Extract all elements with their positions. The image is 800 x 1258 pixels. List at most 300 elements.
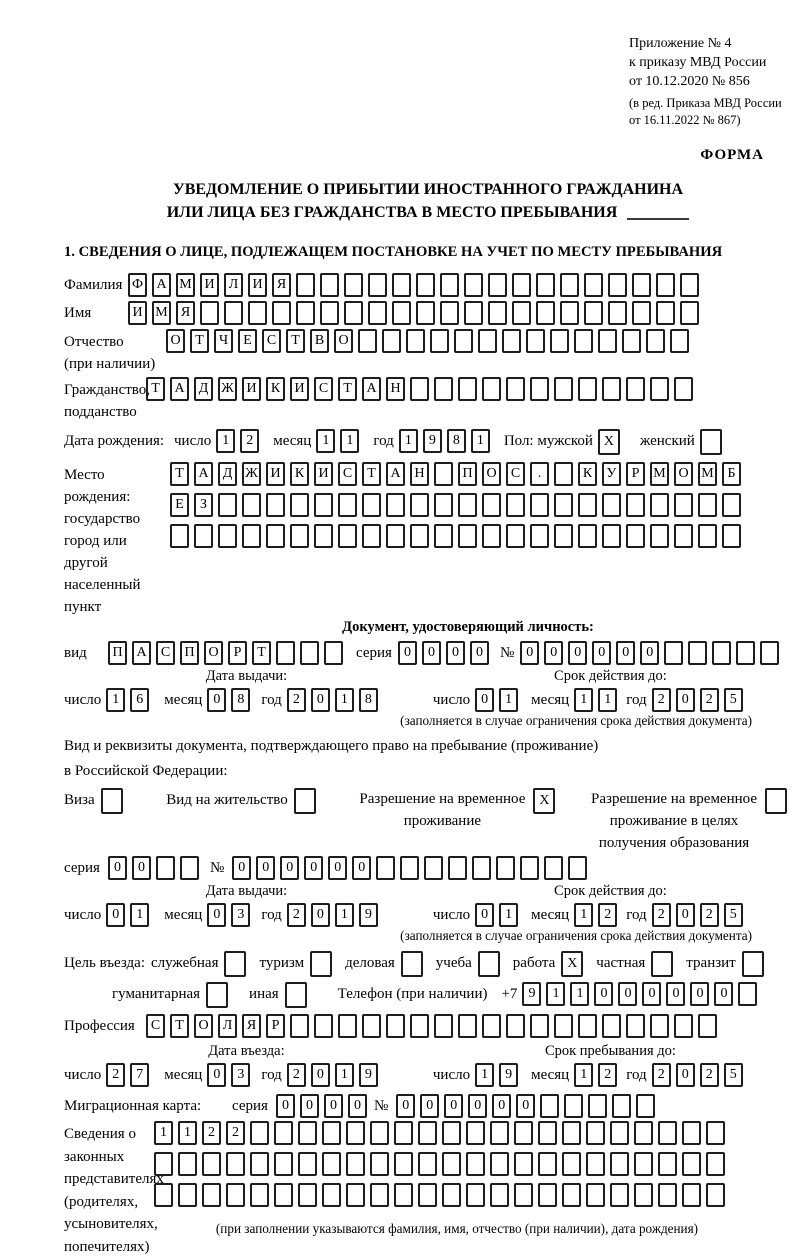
char-box[interactable]: П [180,641,199,665]
char-box[interactable]: Ж [242,462,261,486]
char-box[interactable]: Т [190,329,209,353]
char-box[interactable] [394,1183,413,1207]
char-box[interactable]: И [248,273,267,297]
char-box[interactable]: 1 [178,1121,197,1145]
char-box[interactable] [496,856,515,880]
char-box[interactable]: 2 [700,903,719,927]
char-box[interactable] [170,524,189,548]
char-box[interactable]: С [314,377,333,401]
char-box[interactable]: 1 [546,982,565,1006]
char-box[interactable] [514,1152,533,1176]
char-box[interactable]: У [602,462,621,486]
char-box[interactable]: С [338,462,357,486]
char-box[interactable]: 7 [130,1063,149,1087]
char-box[interactable]: 5 [724,903,743,927]
char-box[interactable]: 1 [216,429,235,453]
char-box[interactable]: Я [176,301,195,325]
char-box[interactable] [418,1152,437,1176]
char-box[interactable]: 0 [324,1094,343,1118]
char-box[interactable] [242,493,261,517]
char-box[interactable]: 0 [207,1063,226,1087]
char-box[interactable] [300,641,319,665]
char-box[interactable] [178,1152,197,1176]
char-box[interactable]: П [108,641,127,665]
char-box[interactable] [434,377,453,401]
char-box[interactable] [588,1094,607,1118]
char-box[interactable]: 0 [444,1094,463,1118]
char-box[interactable] [736,641,755,665]
char-box[interactable] [314,493,333,517]
char-box[interactable]: К [290,462,309,486]
char-box[interactable]: 0 [594,982,613,1006]
char-box[interactable] [202,1152,221,1176]
char-box[interactable] [410,377,429,401]
char-box[interactable]: 1 [499,903,518,927]
char-box[interactable] [682,1183,701,1207]
char-box[interactable] [584,301,603,325]
char-box[interactable] [442,1183,461,1207]
char-box[interactable] [410,1014,429,1038]
char-box[interactable] [290,493,309,517]
char-box[interactable] [574,329,593,353]
char-box[interactable] [530,377,549,401]
char-box[interactable] [632,301,651,325]
char-box[interactable] [376,856,395,880]
char-box[interactable]: Т [362,462,381,486]
char-box[interactable] [442,1121,461,1145]
char-box[interactable] [738,982,757,1006]
char-box[interactable]: Т [170,462,189,486]
char-box[interactable] [154,1152,173,1176]
char-box[interactable] [722,524,741,548]
char-box[interactable] [550,329,569,353]
char-box[interactable]: 2 [287,903,306,927]
char-box[interactable] [578,1014,597,1038]
char-box[interactable]: Л [224,273,243,297]
char-box[interactable]: 1 [598,688,617,712]
char-box[interactable] [290,1014,309,1038]
char-box[interactable]: П [458,462,477,486]
char-box[interactable]: 0 [132,856,151,880]
char-box[interactable] [346,1152,365,1176]
char-box[interactable]: Н [386,377,405,401]
char-box[interactable] [538,1121,557,1145]
char-box[interactable]: . [530,462,549,486]
char-box[interactable] [344,301,363,325]
char-box[interactable] [218,493,237,517]
char-box[interactable] [392,301,411,325]
char-box[interactable]: X [598,429,620,455]
char-box[interactable]: Б [722,462,741,486]
char-box[interactable]: 0 [398,641,417,665]
char-box[interactable] [682,1152,701,1176]
char-box[interactable] [416,273,435,297]
char-box[interactable]: 1 [335,688,354,712]
char-box[interactable]: 0 [475,688,494,712]
char-box[interactable] [368,273,387,297]
char-box[interactable]: Е [170,493,189,517]
char-box[interactable]: 0 [348,1094,367,1118]
char-box[interactable] [314,524,333,548]
char-box[interactable] [200,301,219,325]
char-box[interactable] [410,493,429,517]
char-box[interactable]: 1 [574,903,593,927]
char-box[interactable]: 2 [652,688,671,712]
char-box[interactable]: 2 [652,1063,671,1087]
char-box[interactable] [478,329,497,353]
char-box[interactable] [322,1121,341,1145]
char-box[interactable] [656,273,675,297]
char-box[interactable] [298,1152,317,1176]
char-box[interactable]: Р [266,1014,285,1038]
char-box[interactable] [626,524,645,548]
char-box[interactable] [488,301,507,325]
char-box[interactable] [612,1094,631,1118]
char-box[interactable]: К [578,462,597,486]
char-box[interactable] [338,493,357,517]
char-box[interactable] [530,524,549,548]
char-box[interactable] [578,524,597,548]
char-box[interactable] [410,524,429,548]
char-box[interactable] [442,1152,461,1176]
char-box[interactable]: 1 [574,1063,593,1087]
char-box[interactable] [392,273,411,297]
char-box[interactable] [424,856,443,880]
char-box[interactable] [482,377,501,401]
char-box[interactable] [266,524,285,548]
char-box[interactable] [674,1014,693,1038]
char-box[interactable] [242,524,261,548]
char-box[interactable] [680,301,699,325]
char-box[interactable] [646,329,665,353]
char-box[interactable]: Т [286,329,305,353]
char-box[interactable] [454,329,473,353]
char-box[interactable] [194,524,213,548]
char-box[interactable] [760,641,779,665]
char-box[interactable] [610,1152,629,1176]
char-box[interactable]: 9 [359,903,378,927]
char-box[interactable] [586,1152,605,1176]
char-box[interactable] [554,493,573,517]
char-box[interactable] [634,1121,653,1145]
char-box[interactable]: 0 [256,856,275,880]
char-box[interactable] [294,788,316,814]
char-box[interactable]: 0 [616,641,635,665]
char-box[interactable] [346,1183,365,1207]
char-box[interactable]: А [152,273,171,297]
char-box[interactable] [512,301,531,325]
char-box[interactable]: 0 [544,641,563,665]
char-box[interactable]: 0 [568,641,587,665]
char-box[interactable] [540,1094,559,1118]
char-box[interactable] [464,301,483,325]
char-box[interactable]: К [266,377,285,401]
char-box[interactable]: И [290,377,309,401]
char-box[interactable] [698,1014,717,1038]
char-box[interactable] [626,493,645,517]
char-box[interactable]: X [533,788,555,814]
char-box[interactable] [656,301,675,325]
char-box[interactable]: 8 [231,688,250,712]
char-box[interactable]: 9 [423,429,442,453]
char-box[interactable]: Е [238,329,257,353]
char-box[interactable]: 2 [700,1063,719,1087]
char-box[interactable]: О [482,462,501,486]
char-box[interactable]: С [262,329,281,353]
char-box[interactable] [712,641,731,665]
char-box[interactable] [320,301,339,325]
char-box[interactable]: Н [410,462,429,486]
char-box[interactable] [664,641,683,665]
char-box[interactable]: 2 [598,1063,617,1087]
char-box[interactable]: В [310,329,329,353]
char-box[interactable] [320,273,339,297]
char-box[interactable] [482,1014,501,1038]
char-box[interactable]: 1 [154,1121,173,1145]
char-box[interactable]: 2 [226,1121,245,1145]
char-box[interactable] [285,982,307,1008]
char-box[interactable] [101,788,123,814]
char-box[interactable]: 0 [676,1063,695,1087]
char-box[interactable] [248,301,267,325]
char-box[interactable] [568,856,587,880]
char-box[interactable]: 0 [468,1094,487,1118]
char-box[interactable] [490,1152,509,1176]
char-box[interactable] [586,1183,605,1207]
char-box[interactable]: X [561,951,583,977]
char-box[interactable] [266,493,285,517]
char-box[interactable] [478,951,500,977]
char-box[interactable] [482,493,501,517]
char-box[interactable]: 0 [516,1094,535,1118]
char-box[interactable] [458,377,477,401]
char-box[interactable] [250,1183,269,1207]
char-box[interactable] [338,1014,357,1038]
char-box[interactable] [434,462,453,486]
char-box[interactable]: 1 [340,429,359,453]
char-box[interactable] [650,1014,669,1038]
char-box[interactable] [386,1014,405,1038]
char-box[interactable]: 0 [446,641,465,665]
char-box[interactable] [358,329,377,353]
char-box[interactable] [298,1121,317,1145]
char-box[interactable] [674,524,693,548]
char-box[interactable] [416,301,435,325]
char-box[interactable] [658,1152,677,1176]
char-box[interactable] [370,1121,389,1145]
char-box[interactable] [394,1121,413,1145]
char-box[interactable] [526,329,545,353]
char-box[interactable]: 5 [724,1063,743,1087]
char-box[interactable]: 6 [130,688,149,712]
char-box[interactable]: М [176,273,195,297]
char-box[interactable] [554,462,573,486]
char-box[interactable] [466,1121,485,1145]
char-box[interactable]: 0 [690,982,709,1006]
char-box[interactable]: 1 [335,903,354,927]
char-box[interactable] [322,1183,341,1207]
char-box[interactable] [490,1183,509,1207]
char-box[interactable] [322,1152,341,1176]
char-box[interactable] [674,377,693,401]
char-box[interactable] [506,493,525,517]
char-box[interactable]: 0 [276,1094,295,1118]
char-box[interactable] [688,641,707,665]
char-box[interactable] [554,1014,573,1038]
char-box[interactable] [706,1152,725,1176]
char-box[interactable] [502,329,521,353]
char-box[interactable]: А [386,462,405,486]
char-box[interactable]: 1 [335,1063,354,1087]
char-box[interactable] [224,951,246,977]
char-box[interactable]: 0 [352,856,371,880]
char-box[interactable] [310,951,332,977]
char-box[interactable] [530,493,549,517]
char-box[interactable]: 0 [475,903,494,927]
char-box[interactable]: 0 [311,688,330,712]
char-box[interactable]: С [146,1014,165,1038]
char-box[interactable] [586,1121,605,1145]
char-box[interactable] [466,1152,485,1176]
char-box[interactable] [458,493,477,517]
char-box[interactable] [636,1094,655,1118]
char-box[interactable]: С [156,641,175,665]
char-box[interactable] [506,1014,525,1038]
char-box[interactable] [370,1183,389,1207]
char-box[interactable] [338,524,357,548]
char-box[interactable]: Т [252,641,271,665]
char-box[interactable]: 0 [676,903,695,927]
char-box[interactable] [562,1183,581,1207]
char-box[interactable]: 2 [652,903,671,927]
char-box[interactable] [632,273,651,297]
char-box[interactable]: А [170,377,189,401]
char-box[interactable]: 0 [106,903,125,927]
char-box[interactable]: 1 [316,429,335,453]
char-box[interactable]: 2 [287,688,306,712]
char-box[interactable]: И [314,462,333,486]
char-box[interactable] [400,856,419,880]
char-box[interactable]: 3 [231,903,250,927]
char-box[interactable] [448,856,467,880]
char-box[interactable] [362,1014,381,1038]
char-box[interactable] [538,1183,557,1207]
char-box[interactable] [362,493,381,517]
char-box[interactable]: Т [146,377,165,401]
char-box[interactable]: 2 [700,688,719,712]
char-box[interactable]: 1 [499,688,518,712]
char-box[interactable]: Д [218,462,237,486]
char-box[interactable]: 0 [520,641,539,665]
char-box[interactable] [418,1183,437,1207]
char-box[interactable]: О [166,329,185,353]
char-box[interactable] [156,856,175,880]
char-box[interactable]: 8 [359,688,378,712]
char-box[interactable] [698,493,717,517]
char-box[interactable] [651,951,673,977]
char-box[interactable] [626,377,645,401]
char-box[interactable]: 1 [399,429,418,453]
char-box[interactable] [608,273,627,297]
char-box[interactable] [430,329,449,353]
char-box[interactable]: А [362,377,381,401]
char-box[interactable] [564,1094,583,1118]
char-box[interactable] [610,1183,629,1207]
char-box[interactable]: О [194,1014,213,1038]
char-box[interactable]: 1 [471,429,490,453]
char-box[interactable]: А [194,462,213,486]
char-box[interactable] [180,856,199,880]
char-box[interactable] [290,524,309,548]
char-box[interactable]: 0 [420,1094,439,1118]
char-box[interactable]: М [650,462,669,486]
char-box[interactable] [418,1121,437,1145]
char-box[interactable]: И [200,273,219,297]
char-box[interactable]: 2 [202,1121,221,1145]
char-box[interactable]: 0 [396,1094,415,1118]
char-box[interactable] [530,1014,549,1038]
char-box[interactable] [344,273,363,297]
char-box[interactable] [296,301,315,325]
char-box[interactable] [598,329,617,353]
char-box[interactable]: 9 [522,982,541,1006]
char-box[interactable] [682,1121,701,1145]
char-box[interactable] [602,524,621,548]
char-box[interactable]: 0 [311,1063,330,1087]
char-box[interactable] [274,1121,293,1145]
char-box[interactable] [610,1121,629,1145]
char-box[interactable] [250,1121,269,1145]
char-box[interactable] [406,329,425,353]
char-box[interactable] [608,301,627,325]
char-box[interactable] [178,1183,197,1207]
char-box[interactable]: Ч [214,329,233,353]
char-box[interactable] [272,301,291,325]
char-box[interactable] [650,377,669,401]
char-box[interactable]: Л [218,1014,237,1038]
char-box[interactable] [706,1121,725,1145]
char-box[interactable] [706,1183,725,1207]
char-box[interactable] [296,273,315,297]
char-box[interactable] [722,493,741,517]
char-box[interactable]: М [698,462,717,486]
char-box[interactable]: 9 [359,1063,378,1087]
char-box[interactable] [274,1183,293,1207]
char-box[interactable] [440,273,459,297]
char-box[interactable]: 0 [207,903,226,927]
char-box[interactable] [742,951,764,977]
char-box[interactable]: 0 [714,982,733,1006]
char-box[interactable] [298,1183,317,1207]
char-box[interactable] [514,1183,533,1207]
char-box[interactable]: 0 [640,641,659,665]
char-box[interactable] [700,429,722,455]
char-box[interactable] [658,1121,677,1145]
char-box[interactable] [386,524,405,548]
char-box[interactable]: И [128,301,147,325]
char-box[interactable] [512,273,531,297]
char-box[interactable] [368,301,387,325]
char-box[interactable] [536,301,555,325]
char-box[interactable] [765,788,787,814]
char-box[interactable] [440,301,459,325]
char-box[interactable] [466,1183,485,1207]
char-box[interactable]: 2 [287,1063,306,1087]
char-box[interactable] [482,524,501,548]
char-box[interactable]: И [242,377,261,401]
char-box[interactable]: 2 [240,429,259,453]
char-box[interactable] [394,1152,413,1176]
